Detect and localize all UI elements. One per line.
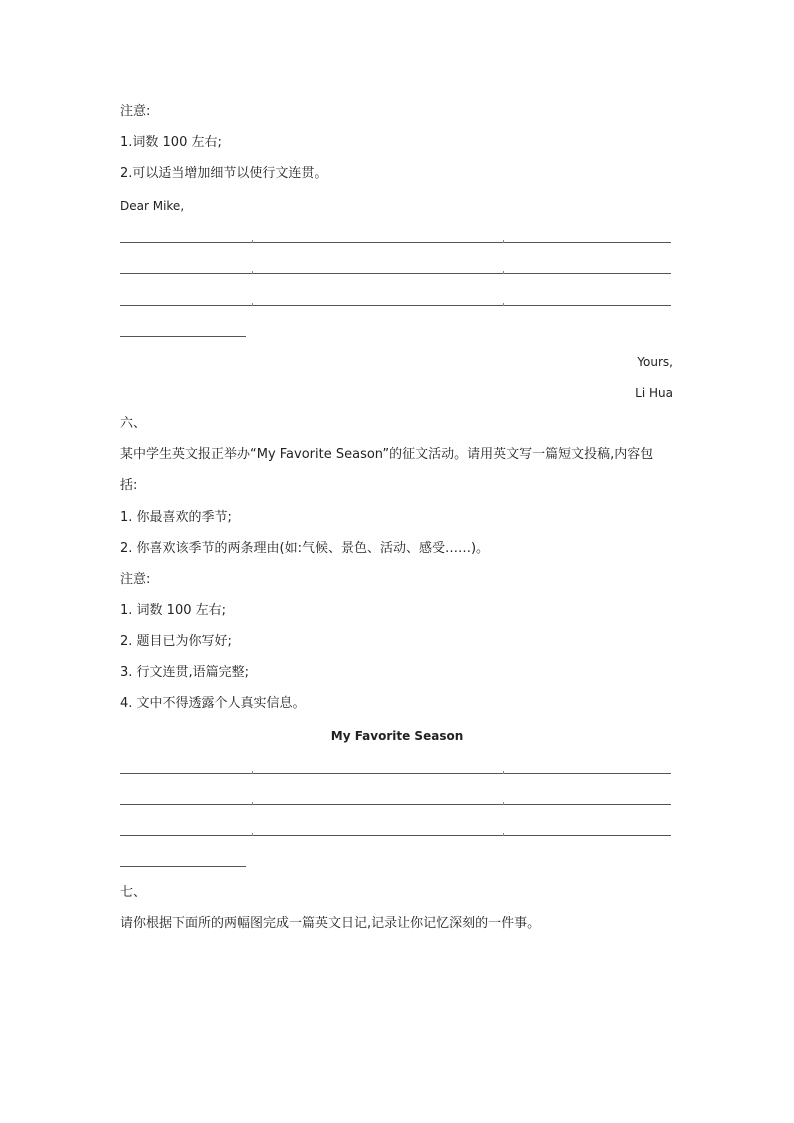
- answer-line: [120, 273, 671, 274]
- line-tick: [503, 240, 504, 243]
- essay-title: My Favorite Season: [330, 729, 464, 743]
- line-tick: [252, 833, 253, 836]
- content-item-1: 1. 你最喜欢的季节;: [120, 510, 232, 525]
- letter-signature: Li Hua: [635, 386, 673, 400]
- line-tick: [503, 802, 504, 805]
- line-tick: [252, 771, 253, 774]
- note-title-6: 注意:: [120, 572, 151, 587]
- line-tick: [252, 271, 253, 274]
- answer-line: [120, 773, 671, 774]
- line-tick: [503, 833, 504, 836]
- task-prompt-line2: 括:: [120, 478, 138, 493]
- note-item-1: 1. 词数 100 左右;: [120, 603, 226, 618]
- note-word-count: 1.词数 100 左右;: [120, 135, 222, 150]
- section-heading-6: 六、: [120, 416, 147, 431]
- line-tick: [252, 802, 253, 805]
- task-prompt-line1: 某中学生英文报正举办“My Favorite Season”的征文活动。请用英文写一篇短文投稿,内容包: [120, 447, 654, 462]
- note-item-4: 4. 文中不得透露个人真实信息。: [120, 696, 306, 711]
- line-tick: [252, 303, 253, 306]
- note-add-details: 2.可以适当增加细节以使行文连贯。: [120, 166, 328, 181]
- answer-line: [120, 242, 671, 243]
- answer-line: [120, 804, 671, 805]
- line-tick: [503, 303, 504, 306]
- line-tick: [503, 271, 504, 274]
- content-item-2: 2. 你喜欢该季节的两条理由(如:气候、景色、活动、感受……)。: [120, 541, 490, 556]
- letter-closing: Yours,: [637, 355, 673, 369]
- section-heading-7: 七、: [120, 885, 147, 900]
- line-tick: [503, 771, 504, 774]
- answer-line-short: [120, 336, 246, 337]
- line-tick: [252, 240, 253, 243]
- answer-line: [120, 835, 671, 836]
- answer-line-short: [120, 866, 246, 867]
- letter-salutation: Dear Mike,: [120, 199, 185, 213]
- answer-line: [120, 305, 671, 306]
- note-title: 注意:: [120, 104, 151, 119]
- note-item-3: 3. 行文连贯,语篇完整;: [120, 665, 250, 680]
- note-item-2: 2. 题目已为你写好;: [120, 634, 232, 649]
- task-prompt-7: 请你根据下面所的两幅图完成一篇英文日记,记录让你记忆深刻的一件事。: [120, 916, 541, 931]
